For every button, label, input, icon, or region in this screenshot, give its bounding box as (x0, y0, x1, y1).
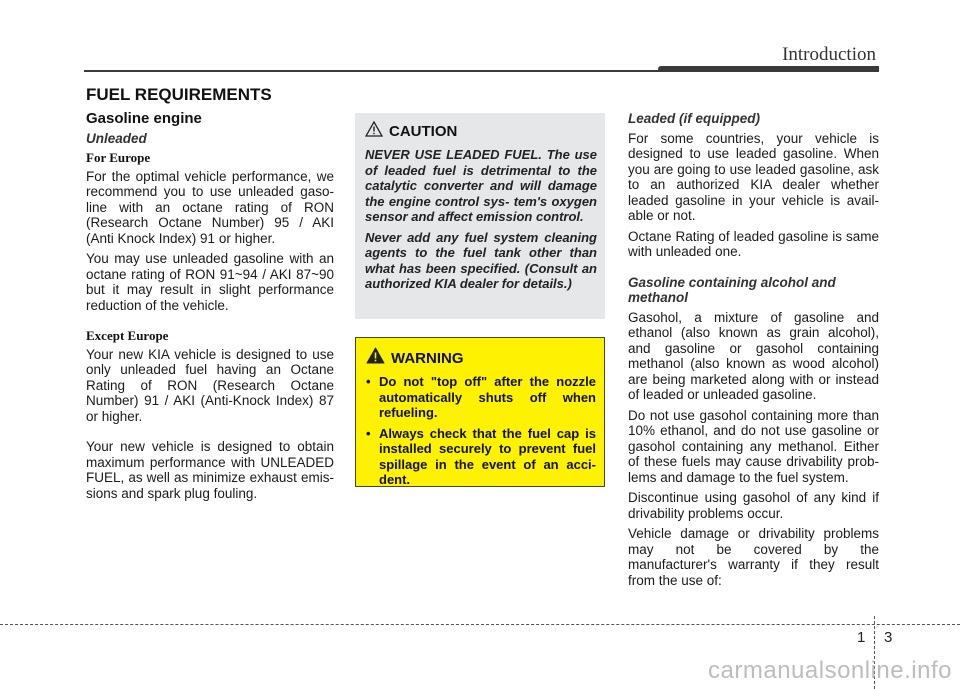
watermark: carmanualsonline.info (708, 657, 952, 684)
bullet: • (366, 374, 371, 389)
warning-list (366, 374, 596, 488)
warning-triangle-icon (366, 347, 385, 369)
caution-box (355, 113, 605, 319)
caution-triangle-icon (365, 121, 383, 142)
paragraph: Your new KIA vehicle is designed to use only unleaded fuel having an Octane Rating of RON (Research Octane Number) 91 / AKI (Anti-Knock Index) 87 or higher. (86, 346, 334, 424)
for-europe-heading: For Europe (86, 150, 151, 165)
paragraph: Do not use gasohol containing more than 10% ethanol, and do not use gasoline or gasohol containing any methanol. Either of these fuels may cause drivability prob- lems and damage to the fuel system. (628, 407, 879, 485)
header-tab-bar (658, 66, 879, 72)
caution-text: Never add any fuel system cleaning agents to the fuel tank other than what has been specified. (Consult an authorized KIA dealer for details.) (365, 229, 597, 291)
except-europe-heading: Except Europe (86, 328, 169, 343)
caution-text: NEVER USE LEADED FUEL. The use of leaded fuel is detrimental to the catalytic converter and will damage the engine control sys- tem's oxygen sensor and affect emission control. (365, 147, 597, 224)
caution-title: CAUTION (389, 123, 458, 140)
paragraph: Gasohol, a mixture of gasoline and ethanol (also known as grain alcohol), and gasoline or gasohol containing methanol (also known as wood alcohol) are being marketed along with or instead of leaded or unleaded gasoline. (628, 309, 879, 402)
leaded-heading: Leaded (if equipped) (628, 111, 761, 126)
paragraph: You may use unleaded gasoline with an octane rating of RON 91~94 / AKI 87~90 but it may result in slight performance reduction of the vehicle. (86, 251, 334, 313)
warning-box (355, 337, 605, 487)
right-column (628, 111, 879, 593)
left-column (86, 111, 334, 506)
section-title: FUEL REQUIREMENTS (86, 85, 272, 104)
page-number: 3 (884, 629, 893, 646)
warning-item: • Always check that the fuel cap is installed securely to prevent fuel spillage in the event of an acci- dent. (366, 425, 596, 487)
paragraph: Your new vehicle is designed to obtain maximum performance with UNLEADED FUEL, as well as minimize exhaust emis- sions and spark plug fouling. (86, 439, 334, 501)
bullet: • (366, 425, 371, 441)
paragraph: For some countries, your vehicle is designed to use leaded gasoline. When you are going to use leaded gasoline, ask to an authorized KIA dealer whether leaded gasoline in your vehicle is avail- able or not. (628, 130, 879, 223)
chapter-number: 1 (857, 629, 866, 646)
paragraph: Discontinue using gasohol of any kind if drivability problems occur. (628, 490, 879, 521)
warning-title: WARNING (391, 349, 464, 367)
paragraph: Vehicle damage or drivability problems may not be covered by the manufacturer's warranty if they result from the use of: (628, 526, 879, 588)
footer-dashed-rule (0, 624, 960, 625)
paragraph: For the optimal vehicle performance, we recommend you to use unleaded gaso- line with an octane rating of RON (Research Octane Number) 95 / AKI (Anti Knock Index) 91 or higher. (86, 168, 334, 246)
alcohol-methanol-heading: Gasoline containing alcohol and methanol (628, 274, 836, 305)
unleaded-heading: Unleaded (86, 130, 147, 146)
warning-item: • Do not "top off" after the nozzle automatically shuts off when refueling. (366, 374, 596, 420)
gasoline-engine-heading: Gasoline engine (86, 110, 202, 127)
header-title: Introduction (782, 44, 876, 65)
paragraph: Octane Rating of leaded gasoline is same with unleaded one. (628, 228, 879, 259)
